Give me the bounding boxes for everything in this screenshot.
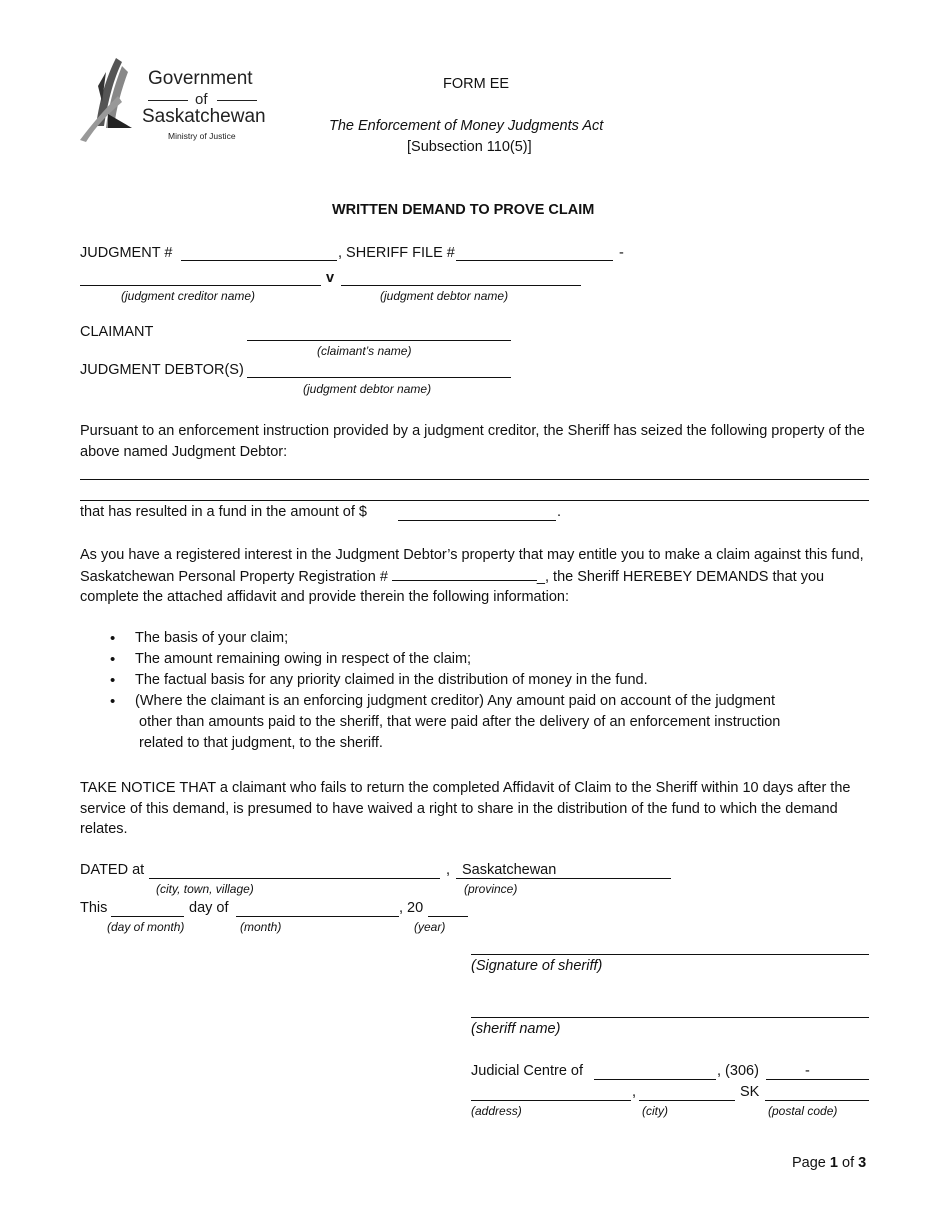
province-value: Saskatchewan <box>462 862 557 878</box>
dated-at-label: DATED at <box>80 862 145 878</box>
day-caption: (day of month) <box>107 920 185 934</box>
month-field[interactable] <box>236 916 399 917</box>
phone-field[interactable] <box>766 1079 869 1080</box>
year-caption: (year) <box>414 920 446 934</box>
day-of-label: day of <box>189 900 229 916</box>
address-field[interactable] <box>471 1100 631 1101</box>
dated-city-field[interactable] <box>149 878 440 879</box>
address-comma: , <box>632 1084 637 1100</box>
registration-text-b: _, the Sheriff HEREBEY DEMANDS that you complete the attached affidavit and provide therein the following information: <box>80 568 825 605</box>
logo-rule-left <box>148 100 188 101</box>
registration-text-a: As you have a registered interest in the Judgment Debtor’s property that may entitle you to make a claim against this fund, Saskatchewan Personal Property Registration # <box>80 547 864 585</box>
page-total: 3 <box>858 1155 867 1171</box>
registration-number-field[interactable] <box>392 566 537 581</box>
of-word: of <box>842 1155 855 1171</box>
province-abbr: SK <box>740 1084 760 1100</box>
page-title: WRITTEN DEMAND TO PROVE CLAIM <box>332 202 595 218</box>
list-item: • The amount remaining owing in respect of the claim; <box>80 649 870 670</box>
claimant-caption: (claimant’s name) <box>317 344 412 358</box>
logo-rule-right <box>217 100 257 101</box>
registration-paragraph <box>80 545 870 608</box>
notice-paragraph: TAKE NOTICE THAT a claimant who fails to return the completed Affidavit of Claim to the Sheriff within 10 days after the service of this demand, is presumed to have waived a right to share in the distribution of the fund to which the demand relates. <box>80 780 851 837</box>
year-prefix: , 20 <box>399 900 424 916</box>
judgment-debtors-caption: (judgment debtor name) <box>303 382 432 396</box>
sheriff-file-label: , SHERIFF FILE # <box>338 245 455 261</box>
postal-caption: (postal code) <box>768 1104 838 1118</box>
act-title: The Enforcement of Money Judgments Act <box>329 118 604 134</box>
judicial-centre-label: Judicial Centre of <box>471 1063 584 1079</box>
month-caption: (month) <box>240 920 282 934</box>
saskatchewan-logo-icon <box>78 56 136 144</box>
area-code: , (306) <box>717 1063 759 1079</box>
judgment-debtors-field[interactable] <box>247 377 511 378</box>
government-logo <box>78 56 268 146</box>
claimant-name-field[interactable] <box>247 340 511 341</box>
list-item: • The factual basis for any priority claimed in the distribution of money in the fund. <box>80 670 870 691</box>
list-item-line-3: related to that judgment, to the sheriff. <box>139 735 383 751</box>
logo-line-of: of <box>195 91 208 108</box>
property-line-2[interactable] <box>80 500 869 501</box>
logo-ministry: Ministry of Justice <box>168 131 236 141</box>
page-word: Page <box>792 1155 826 1171</box>
creditor-caption: (judgment creditor name) <box>121 289 256 303</box>
dated-comma: , <box>446 862 451 878</box>
page-number <box>792 1155 866 1171</box>
sheriff-file-field[interactable] <box>456 260 613 261</box>
fund-text: that has resulted in a fund in the amount of $ <box>80 504 367 520</box>
sheriff-name-field[interactable] <box>471 1017 869 1018</box>
province-caption: (province) <box>464 882 518 896</box>
sheriff-file-dash: - <box>619 245 624 261</box>
list-item <box>80 691 870 754</box>
debtor-name-field[interactable] <box>341 285 581 286</box>
form-id: FORM EE <box>443 76 510 92</box>
judgment-debtors-label: JUDGMENT DEBTOR(S) <box>80 362 244 378</box>
list-item-line-2: other than amounts paid to the sheriff, that were paid after the delivery of an enforcement instruction <box>139 714 781 730</box>
page-current: 1 <box>829 1155 838 1171</box>
this-label: This <box>80 900 108 916</box>
sheriff-name-caption: (sheriff name) <box>471 1021 561 1037</box>
signature-caption: (Signature of sheriff) <box>471 958 603 974</box>
address-caption: (address) <box>471 1104 522 1118</box>
property-line-1[interactable] <box>80 479 869 480</box>
phone-dash: - <box>805 1063 810 1079</box>
fund-period: . <box>557 504 562 520</box>
logo-line-saskatchewan: Saskatchewan <box>142 106 266 127</box>
list-item: • The basis of your claim; <box>80 628 870 649</box>
judicial-centre-field[interactable] <box>594 1079 716 1080</box>
city-caption-sig: (city) <box>642 1104 668 1118</box>
list-item-line-1: (Where the claimant is an enforcing judgment creditor) Any amount paid on account of the judgment <box>135 693 775 709</box>
judgment-label: JUDGMENT # <box>80 245 173 261</box>
postal-code-field[interactable] <box>765 1100 869 1101</box>
claimant-label: CLAIMANT <box>80 324 154 340</box>
year-field[interactable] <box>428 916 468 917</box>
seizure-paragraph: Pursuant to an enforcement instruction provided by a judgment creditor, the Sheriff has seized the following property of the above named Judgment Debtor: <box>80 423 865 460</box>
sheriff-signature-field[interactable] <box>471 954 869 955</box>
fund-amount-field[interactable] <box>398 520 556 521</box>
creditor-name-field[interactable] <box>80 285 321 286</box>
province-field[interactable] <box>456 878 671 879</box>
information-list <box>80 628 870 754</box>
subsection: [Subsection 110(5)] <box>407 139 532 155</box>
day-field[interactable] <box>111 916 184 917</box>
city-field[interactable] <box>639 1100 735 1101</box>
city-caption: (city, town, village) <box>156 882 254 896</box>
judgment-number-field[interactable] <box>181 260 337 261</box>
versus-label: v <box>326 270 335 286</box>
logo-line-government: Government <box>148 68 253 89</box>
debtor-caption: (judgment debtor name) <box>380 289 509 303</box>
